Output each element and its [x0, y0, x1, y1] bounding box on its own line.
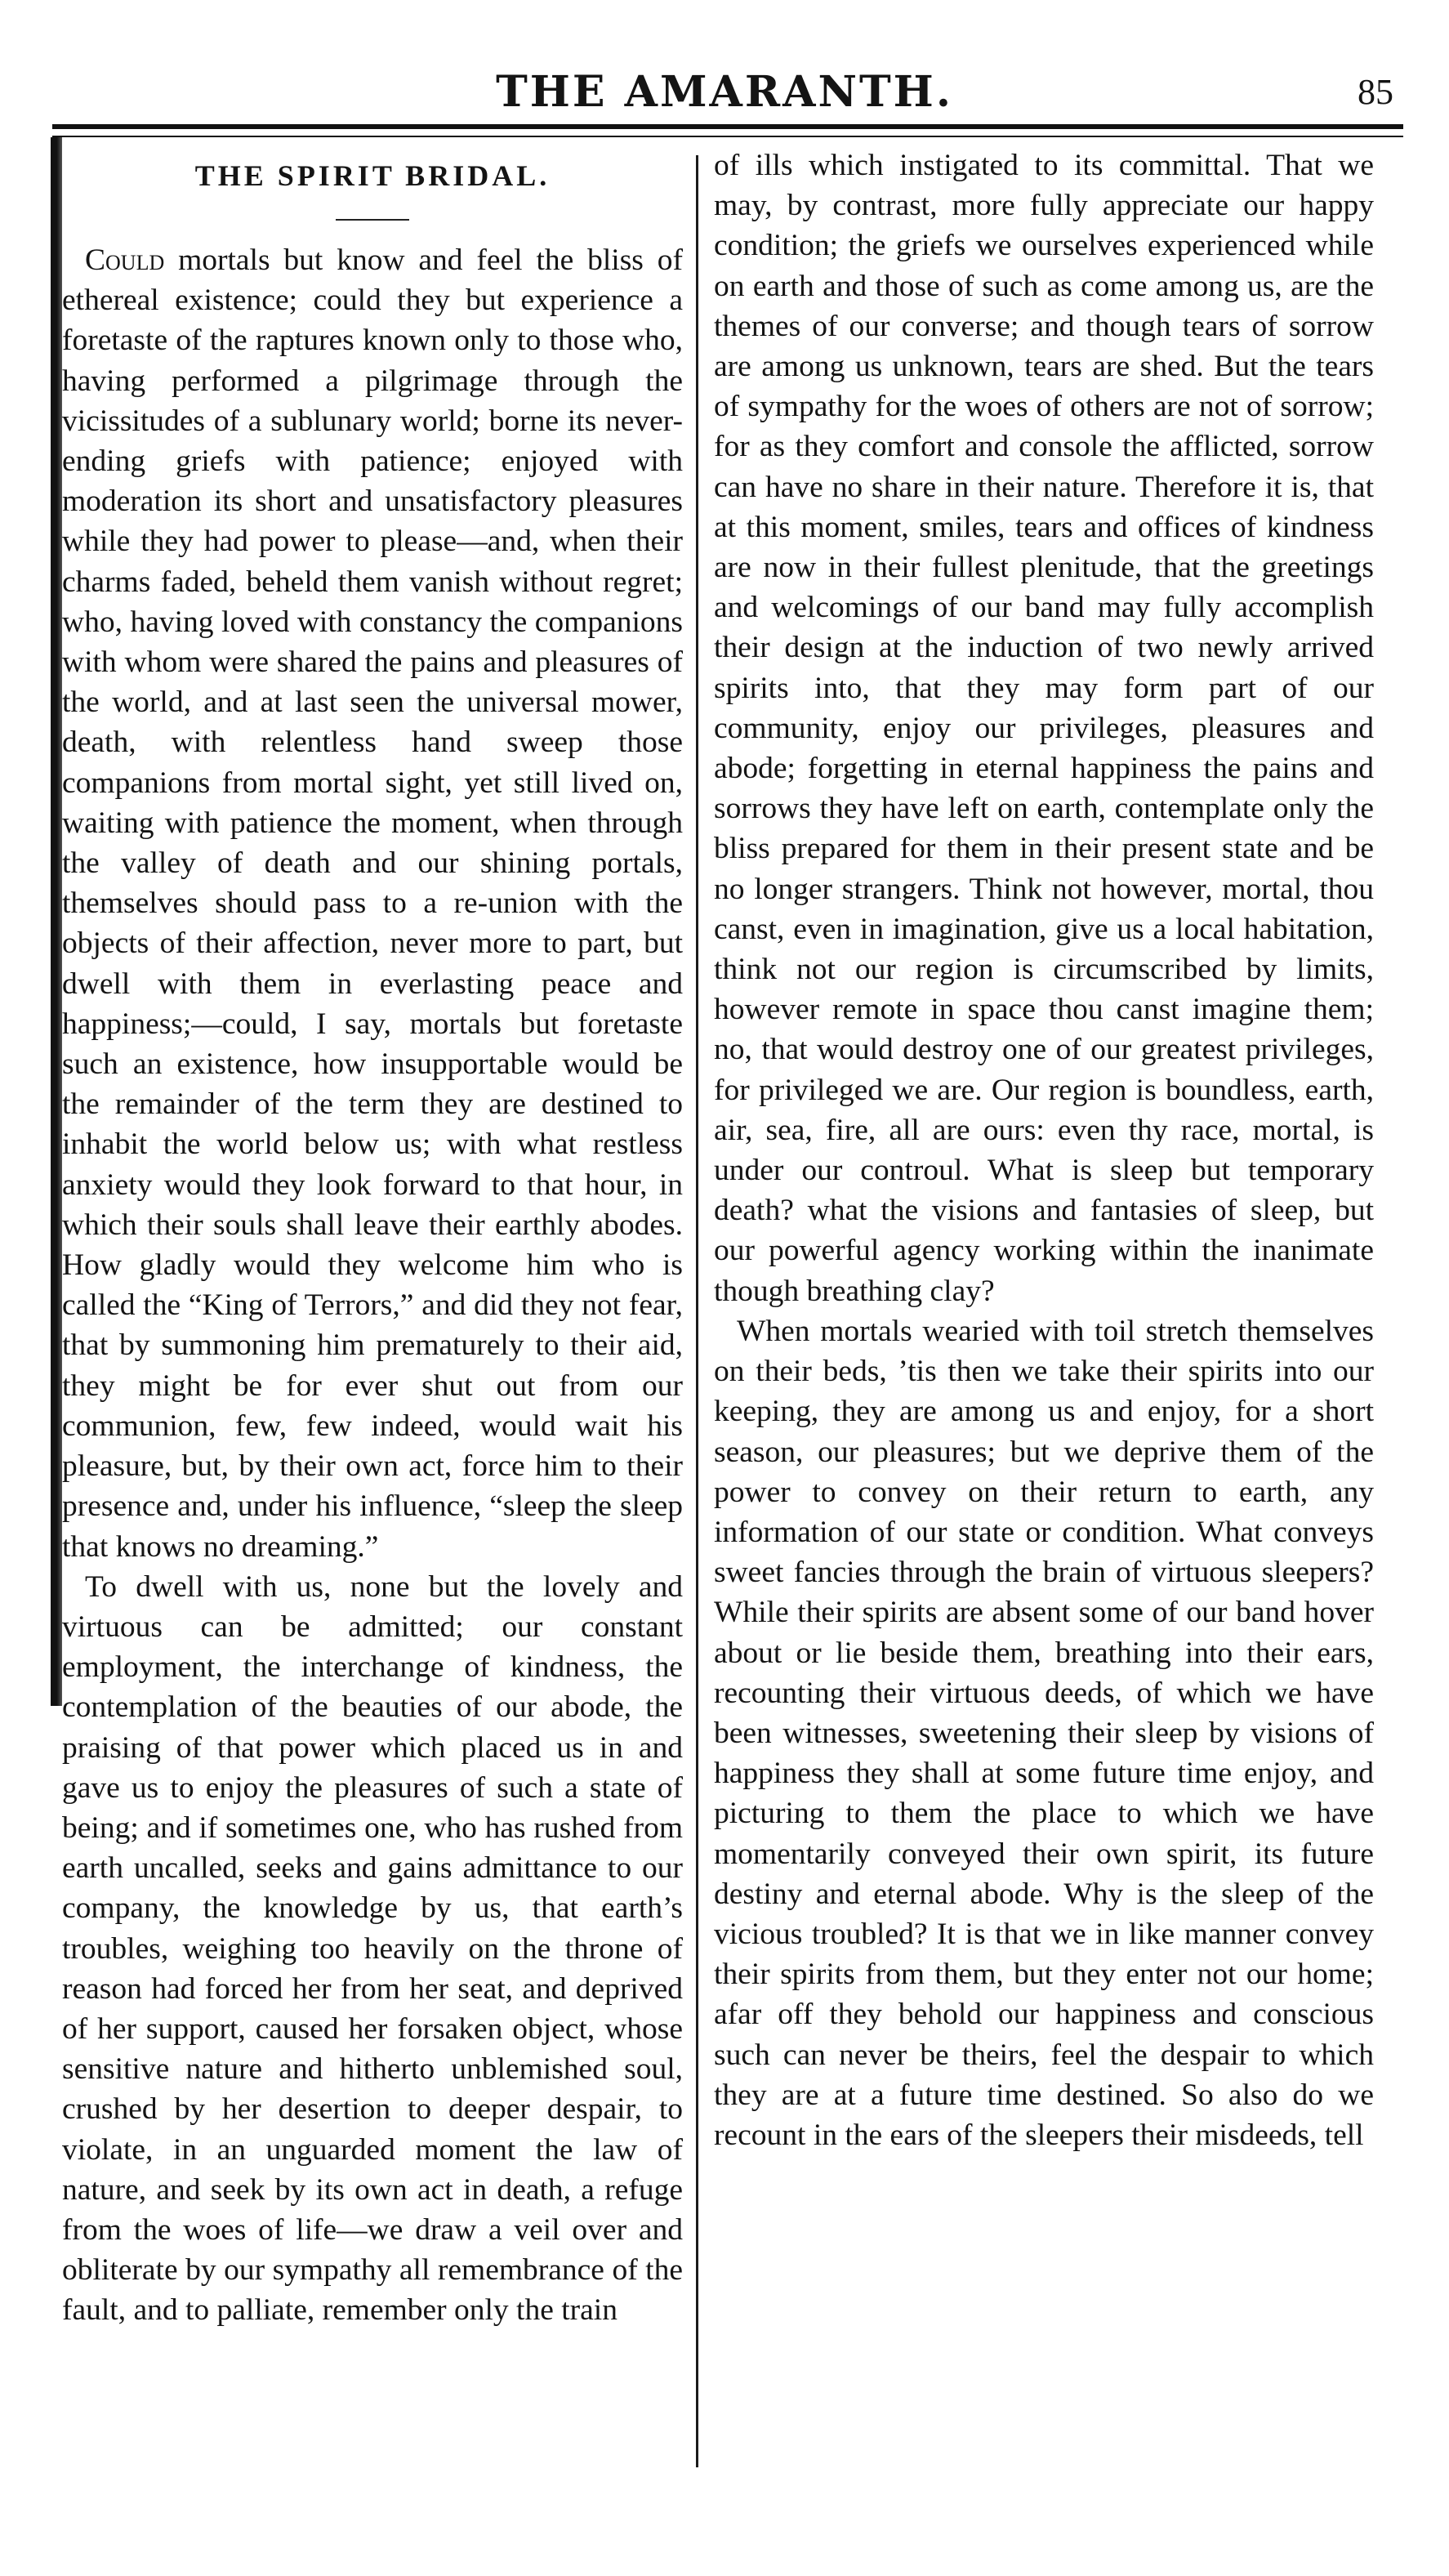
paragraph-opening: [62, 240, 683, 1567]
journal-title: THE AMARANTH.: [496, 67, 953, 117]
paragraph-sleep: When mortals wearied with toil stretch themselves on their beds, ’tis then we take their spirits into our keeping, they are among us and enjoy, for a short season, our pleasures; but we deprive them of the power to convey on their return to earth, any information of our state or condition. What conveys sweet fancies through the brain of virtuous sleepers? While their spirits are absent some of our band hover about or lie beside them, breathing into their ears, recounting their virtuous deeds, of which we have been witnesses, sweetening their sleep by visions of happiness they shall at some future time enjoy, and picturing to them the place to which we have momentarily conveyed their own spirit, its future destiny and eternal abode. Why is the sleep of the vicious troubled? It is that we in like manner convey their spirits from them, but they enter not our home; afar off they behold our happiness and conscious such can never be theirs, feel the despair to which they are at a future time destined. So also do we recount in the ears of the sleepers their misdeeds, tell: [714, 1314, 1374, 2152]
running-head: [0, 64, 1449, 121]
paragraph-dwell: To dwell with us, none but the lovely and virtuous can be admitted; our constant employment, the interchange of kindness, the contemplation of the beauties of our abode, the praising of that power which placed us in and gave us to enjoy the pleasures of such a state of being; and if sometimes one, who has rushed from earth uncalled, seeks and gains admittance to our company, the knowledge by us, that earth’s troubles, weighing too heavily on the throne of reason had forced her from her seat, and deprived of her support, caused her forsaken object, whose sensitive nature and hitherto unblemished soul, crushed by her desertion to deeper despair, to violate, in an unguarded moment the law of nature, and seek by its own act in death, a refuge from the woes of life—we draw a veil over and obliterate by our sympathy all remembrance of the fault, and to palliate, remember only the train: [62, 1569, 683, 2328]
right-column: [714, 145, 1374, 2155]
article-title: THE SPIRIT BRIDAL.: [194, 159, 551, 192]
page-number: 85: [1358, 72, 1393, 112]
column-divider: [696, 155, 698, 2467]
title-rule: [336, 219, 409, 221]
binding-shadow: [51, 137, 62, 1706]
paragraph-continued: of ills which instigated to its committal. That we may, by contrast, more fully appreciate our happy condition; the griefs we ourselves experienced while on earth and those of such as come among us, are the themes of our converse; and though tears of sorrow are among us unknown, tears are shed. But the tears of sympathy for the woes of others are not of sorrow; for as they comfort and console the afflicted, sorrow can have no share in their nature. Therefore it is, that at this moment, smiles, tears and offices of kindness are now in their fullest plenitude, that the greetings and welcomings of our band may fully accomplish their design at the induction of two newly arrived spirits into, that they may form part of our community, enjoy our privileges, pleasures and abode; forgetting in eternal happiness the pains and sorrows they have left on earth, contemplate only the bliss prepared for them in their present state and be no longer strangers. Think not however, mortal, thou canst, even in imagination, give us a local habitation, think not our region is circumscribed by limits, however remote in space thou canst imagine them; no, that would destroy one of our greatest privileges, for privileged we are. Our region is boundless, earth, air, sea, fire, all are ours: even thy race, mortal, is under our controul. What is sleep but temporary death? what the visions and fantasies of sleep, but our powerful agency working within the inanimate though breathing clay?: [714, 149, 1374, 1308]
header-rule-thick: [52, 124, 1403, 129]
left-column: [62, 145, 683, 2331]
paragraph-opening-text: mortals but know and feel the bliss of ethereal existence; could they but experience a foretaste of the raptures known only to those who, having performed a pilgrimage through the vicissitudes of a sublunary world; borne its never-ending griefs with patience; enjoyed with moderation its short and unsatisfactory pleasures while they had power to please—and, when their charms faded, beheld them vanish without regret; who, having loved with constancy the companions with whom were shared the pains and pleasures of the world, and at last seen the universal mower, death, with relentless hand sweep those companions from mortal sight, yet still lived on, waiting with patience the moment, when through the valley of death and our shining portals, themselves should pass to a re-union with the objects of their affection, never more to part, but dwell with them in everlasting peace and happiness;—could, I say, mortals but foretaste such an existence, how insupportable would be the remainder of the term they are destined to inhabit the world below us; with what restless anxiety would they look forward to that hour, in which their souls shall leave their earthly abodes. How gladly would they welcome him who is called the “King of Terrors,” and did they not fear, that by summoning him prematurely to their aid, they might be for ever shut out from our communion, few, few indeed, would wait his pleasure, but, by their own act, force him to their presence and, under his influence, “sleep the sleep that knows no dreaming.”: [62, 243, 683, 1564]
header-rule-thin: [52, 136, 1403, 137]
opening-word: Could: [85, 243, 165, 277]
